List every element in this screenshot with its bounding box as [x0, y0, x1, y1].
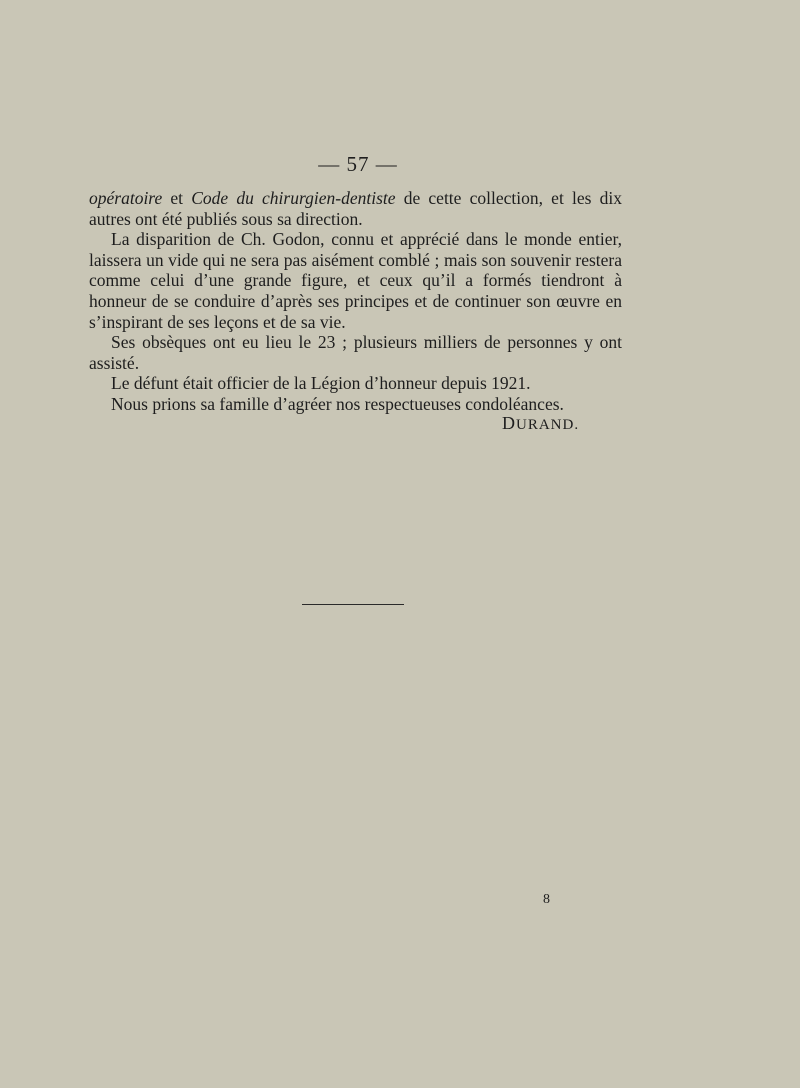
paragraph-2: La disparition de Ch. Godon, connu et apprécié dans le monde entier, laissera un vide qui ne sera pas aisément comblé ; mais son souvenir restera comme celui d’une grande figure, et ceux qu’il a formés tiendront à honneur de se conduire d’après ses principes et de continuer son œuvre en s’inspirant de ses leçons et de sa vie. — [89, 229, 622, 332]
paragraph-1-text-a: et — [162, 188, 192, 208]
book-title-2: Code du chirurgien-dentiste — [191, 188, 396, 208]
signature-initial: D — [502, 413, 516, 433]
paragraph-4: Le défunt était officier de la Légion d’honneur depuis 1921. — [111, 373, 531, 394]
section-divider — [302, 604, 404, 605]
signature-rest: URAND. — [516, 417, 580, 433]
article-body — [89, 188, 622, 415]
paragraph-3: Ses obsèques ont eu lieu le 23 ; plusieurs milliers de personnes y ont assisté. — [89, 332, 622, 373]
signature-mark: 8 — [543, 892, 550, 907]
paragraph-1-text-b: de cette collection, et les dix autres ont été publiés sous sa direction. — [89, 188, 622, 229]
author-signature — [502, 413, 579, 434]
paragraph-1 — [89, 188, 622, 229]
paragraph-5: Nous prions sa famille d’agréer nos respectueuses condoléances. — [111, 393, 564, 414]
book-title-1: opératoire — [89, 188, 163, 208]
page-number: — 57 — — [318, 152, 398, 176]
